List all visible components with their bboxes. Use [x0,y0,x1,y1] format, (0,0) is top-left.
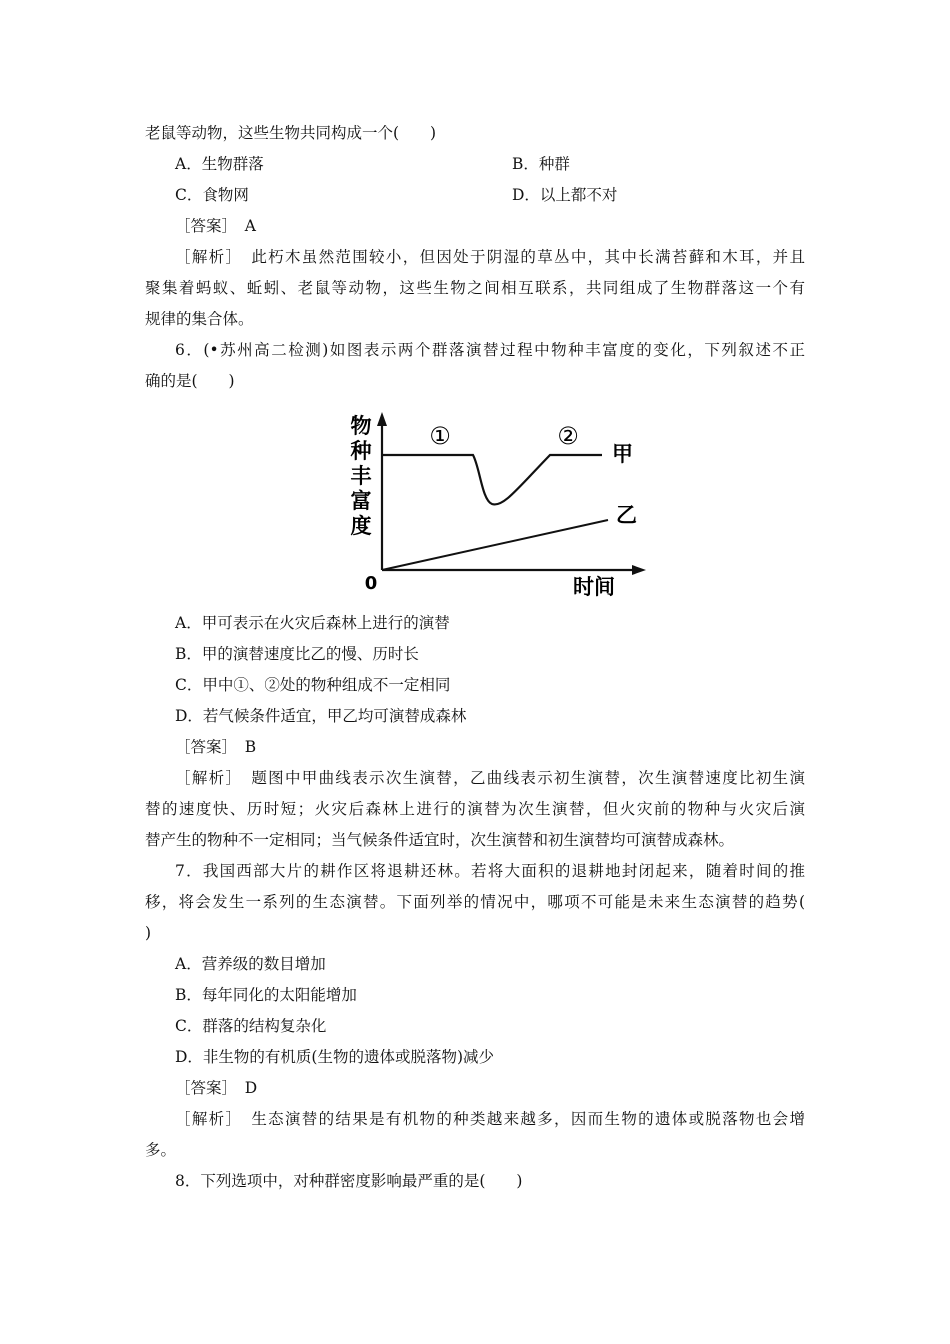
q5-option-b: B．种群 [512,155,570,173]
origin-label: 0 [364,573,378,594]
y-label-char-1: 物 [350,414,372,438]
succession-figure [340,408,650,603]
q5-answer: ［答案］ A [175,217,256,235]
y-label-char-2: 种 [350,439,372,463]
q7-stem-line-1: 7．我国西部大片的耕作区将退耕还林。若将大面积的退耕地封闭起来，随着时间的推 [175,862,805,880]
q6-option-d: D．若气候条件适宜，甲乙均可演替成森林 [175,707,467,725]
q5-analysis-line-2: 聚集着蚂蚁、蚯蚓、老鼠等动物，这些生物之间相互联系，共同组成了生物群落这一个有 [145,279,805,297]
q7-answer: ［答案］ D [175,1079,258,1097]
q6-analysis-line-1: ［解析］ 题图中甲曲线表示次生演替，乙曲线表示初生演替，次生演替速度比初生演 [175,769,805,787]
q6-stem-line-2: 确的是( ) [145,372,235,390]
q7-stem-line-3: ) [145,924,152,942]
q5-stem-tail: 老鼠等动物，这些生物共同构成一个( ) [145,124,437,142]
q5-analysis-line-1: ［解析］ 此朽木虽然范围较小，但因处于阴湿的草丛中，其中长满苔藓和木耳，并且 [175,248,805,266]
q6-option-a: A．甲可表示在火灾后森林上进行的演替 [175,614,450,632]
q7-analysis-line-1: ［解析］ 生态演替的结果是有机物的种类越来越多，因而生物的遗体或脱落物也会增 [175,1110,805,1128]
q5-option-d: D．以上都不对 [512,186,618,204]
y-axis-arrow-icon [377,412,387,426]
q6-stem-line-1: 6．(•苏州高二检测)如图表示两个群落演替过程中物种丰富度的变化，下列叙述不正 [175,341,805,359]
q5-option-c: C．食物网 [175,186,249,204]
x-axis-label: 时间 [573,575,615,599]
q6-option-c: C．甲中①、②处的物种组成不一定相同 [175,676,451,694]
curve-jia [382,455,602,505]
marker-1: ① [429,422,451,450]
q6-answer: ［答案］ B [175,738,257,756]
q7-stem-line-2: 移，将会发生一系列的生态演替。下面列举的情况中，哪项不可能是未来生态演替的趋势( [145,893,805,911]
curve-yi [382,520,608,570]
y-label-char-5: 度 [350,514,372,538]
curve-jia-label: 甲 [612,442,633,466]
q7-analysis-line-2: 多。 [145,1141,177,1159]
q7-option-a: A．营养级的数目增加 [175,955,326,973]
q6-option-b: B．甲的演替速度比乙的慢、历时长 [175,645,419,663]
q5-analysis-line-3: 规律的集合体。 [145,310,254,328]
y-label-char-3: 丰 [350,464,372,488]
q6-analysis-line-2: 替的速度快、历时短；火灾后森林上进行的演替为次生演替，但火灾前的物种与火灾后演 [145,800,805,818]
q7-option-b: B．每年同化的太阳能增加 [175,986,357,1004]
y-label-char-4: 富 [350,489,372,513]
q5-option-a: A．生物群落 [175,155,264,173]
marker-2: ② [557,422,579,450]
q8-stem: 8．下列选项中，对种群密度影响最严重的是( ) [175,1172,523,1190]
q6-analysis-line-3: 替产生的物种不一定相同；当气候条件适宜时，次生演替和初生演替均可演替成森林。 [145,831,735,849]
q7-option-c: C．群落的结构复杂化 [175,1017,327,1035]
curve-yi-label: 乙 [616,503,637,527]
x-axis-arrow-icon [632,565,646,575]
q7-option-d: D．非生物的有机质(生物的遗体或脱落物)减少 [175,1048,495,1066]
